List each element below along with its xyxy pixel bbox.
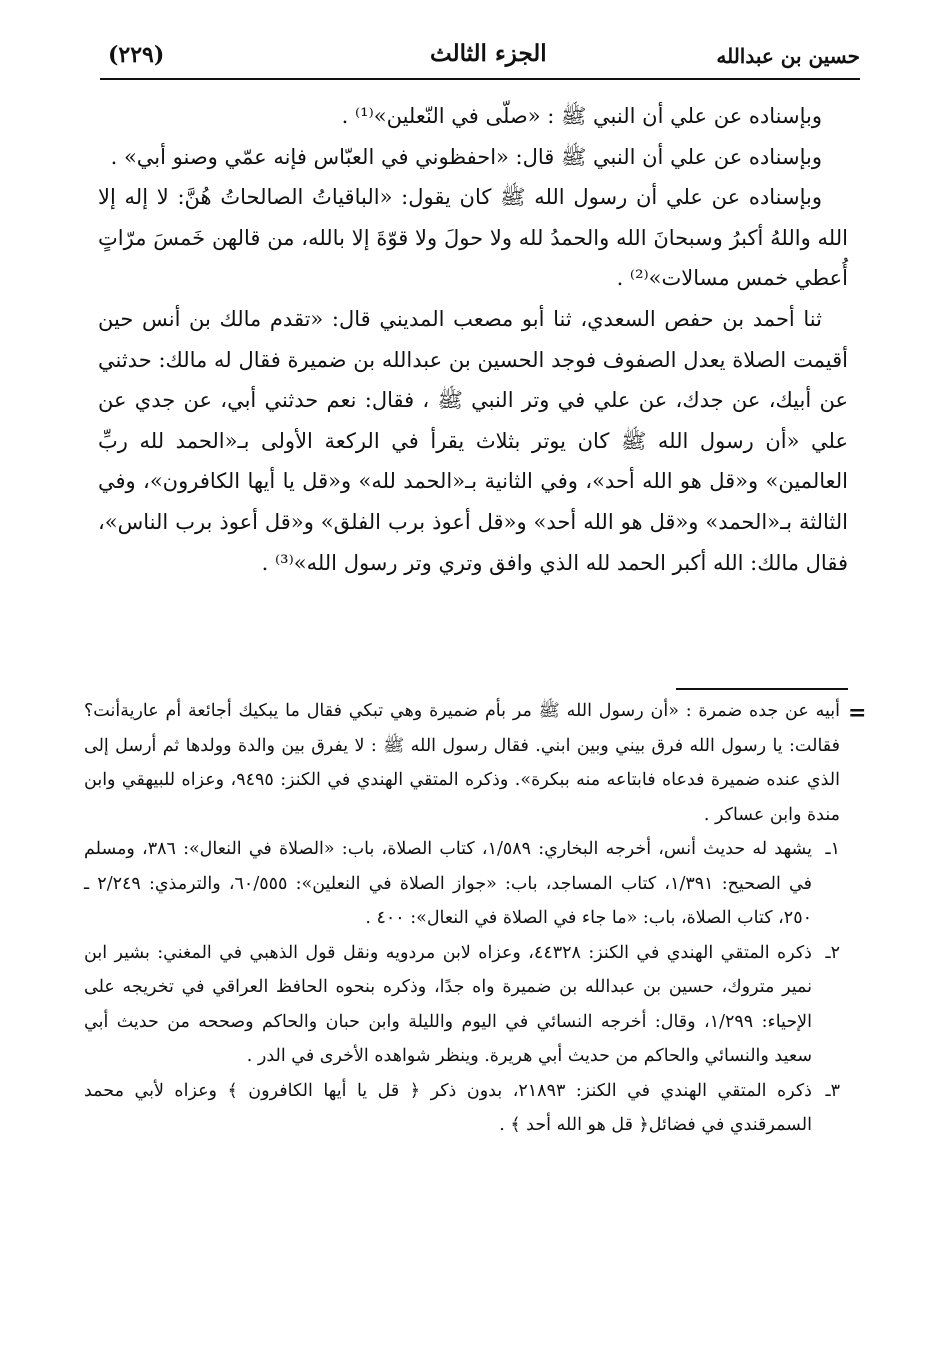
paragraph: وبإسناده عن علي أن رسول الله ﷺ كان يقول: «الباقياتُ الصالحاتُ هُنَّ: لا إله إلا الله واللهُ أكبرُ وسبحانَ الله والحمدُ لله ولا حولَ ولا قوّةَ إلا بالله، من قالهن خَمسَ مرّاتٍ أُعطي خمس مسالات»⁽²⁾ .: [98, 185, 848, 291]
paragraph: وبإسناده عن علي أن النبي ﷺ قال: «احفظوني في العبّاس فإنه عمّي وصنو أبي» .: [110, 144, 822, 169]
footnotes: [84, 694, 840, 1143]
footnote-continuation: أبيه عن جده ضمرة : «أن رسول الله ﷺ مر بأم ضميرة وهي تبكي فقال ما يبكيك أجائعة أم عاريةأنت؟ فقالت: يا رسول الله فرق بيني وبين ابني. فقال رسول الله ﷺ : لا يفرق بين والدة وولدها ثم أرسل إلى الذي عنده ضميرة فدعاه فابتاعه منه ببكرة». وذكره المتقي الهندي في الكنز: ٩٤٩٥، وعزاه للبيهقي وابن مندة وابن عساكر .: [84, 701, 840, 825]
footnote-divider: [676, 688, 848, 690]
paragraph: وبإسناده عن علي أن النبي ﷺ : «صلّى في النّعلين»⁽¹⁾ .: [341, 104, 822, 128]
footnote-text: ذكره المتقي الهندي في الكنز: ٤٤٣٢٨، وعزاه لابن مردويه ونقل قول الذهبي في المغني: بشير ابن نمير متروك، حسين بن عبدالله بن ضميرة واه جدًا، وذكره بنحوه الحافظ العراقي في تخريجه على الإحياء: ١/٢٩٩، وقال: أخرجه النسائي في اليوم والليلة وابن حبان والحاكم وصححه من حديث أبي سعيد والنسائي والحاكم من حديث أبي هريرة. وينظر شواهده الأخرى في الدر .: [84, 942, 812, 1066]
continuation-mark: =: [848, 700, 867, 726]
footnote: [84, 936, 840, 1074]
footnote-number: ٣ـ: [825, 1080, 840, 1101]
footnote: [84, 832, 840, 936]
footnote-text: يشهد له حديث أنس، أخرجه البخاري: ١/٥٨٩، كتاب الصلاة، باب: «الصلاة في النعال»: ٣٨٦، ومسلم في الصحيح: ١/٣٩١، كتاب المساجد، باب: «جواز الصلاة في النعلين»: ٦٠/٥٥٥، والترمذي: ٢/٢٤٩ ـ ٢٥٠، كتاب الصلاة، باب: «ما جاء في الصلاة في النعال»: ٤٠٠ .: [84, 839, 812, 928]
footnote-text: ذكره المتقي الهندي في الكنز: ٢١٨٩٣، بدون ذكر ﴿ قل يا أيها الكافرون ﴾ وعزاه لأبي محمد السمرقندي في فضائل﴿ قل هو الله أحد ﴾ .: [84, 1080, 812, 1135]
running-author: حسين بن عبدالله: [716, 44, 860, 68]
paragraph: ثنا أحمد بن حفص السعدي، ثنا أبو مصعب المديني قال: «تقدم مالك بن أنس حين أقيمت الصلاة يعدل الصفوف فوجد الحسين بن عبدالله بن ضميرة فقال له مالك: حدثني عن أبيك، عن جدك، عن علي في وتر النبي ﷺ ، فقال: نعم حدثني أبي، عن جدي عن علي «أن رسول الله ﷺ كان يوتر بثلاث يقرأ في الركعة الأولى بـ«الحمد لله ربِّ العالمين» و«قل هو الله أحد»، وفي الثانية بـ«الحمد لله» و«قل يا أيها الكافرون»، وفي الثالثة بـ«الحمد» و«قل هو الله أحد» و«قل أعوذ برب الفلق» و«قل أعوذ برب الناس»، فقال مالك: الله أكبر الحمد لله الذي وافق وتري وتر رسول الله»⁽³⁾ .: [98, 306, 848, 575]
page-header: [100, 38, 860, 80]
main-text: [98, 96, 848, 583]
footnote-number: ١ـ: [825, 839, 840, 859]
running-part-title: الجزء الثالث: [430, 40, 547, 67]
footnote: [84, 1074, 840, 1143]
page-number: (٢٢٩): [108, 42, 165, 68]
footnote-number: ٢ـ: [825, 942, 840, 963]
